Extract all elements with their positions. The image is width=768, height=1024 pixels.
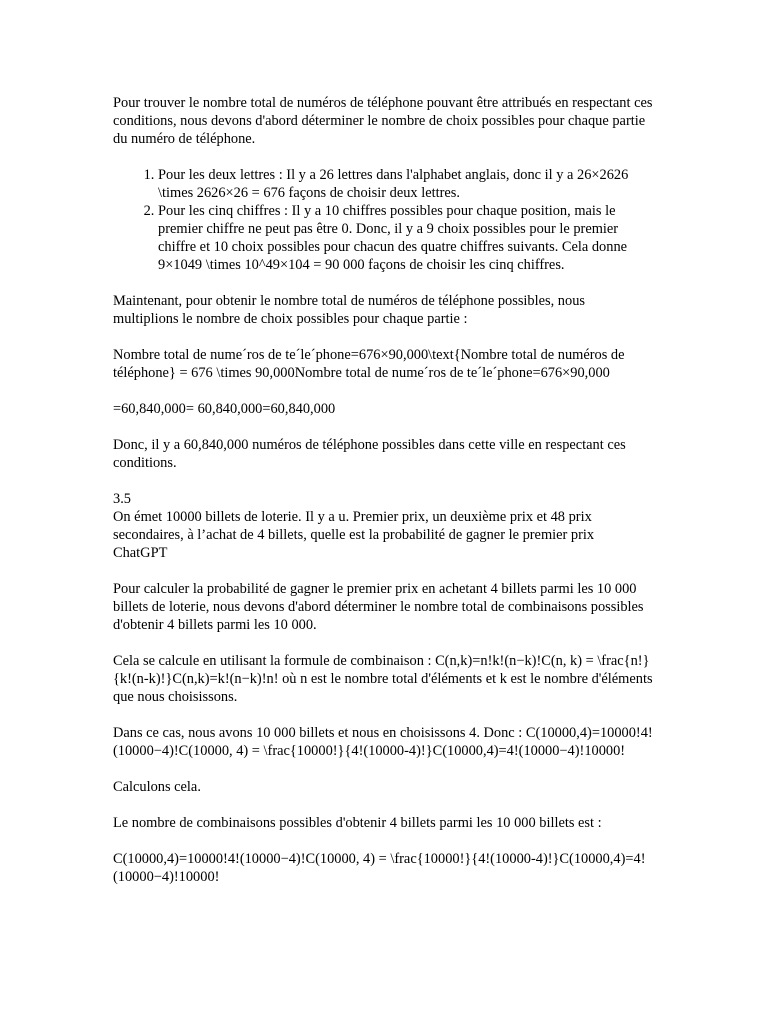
chatgpt-label: ChatGPT xyxy=(113,545,168,561)
list-item: 1. Pour les deux lettres : Il y a 26 lettres dans l'alphabet anglais, donc il y a 26×2626 \times 2626×26 = 676 façons de choisir deux lettres. xyxy=(158,166,653,202)
choices-list xyxy=(113,166,653,274)
calculation-paragraph: Pour calculer la probabilité de gagner le premier prix en achetant 4 billets parmi les 10 000 billets de loterie, nous devons d'abord déterminer le nombre total de combinaisons possibles d'obtenir 4 billets parmi les 10 000. xyxy=(113,581,644,633)
list-item: 2. Pour les cinq chiffres : Il y a 10 chiffres possibles pour chaque position, mais le premier chiffre ne peut pas être 0. Donc, il y a 9 choix possibles pour le premier chiffre et 10 choix possibles pour chacun des quatre chiffres suivants. Cela donne 9×1049 \times 10^49×104 = 90 000 façons de choisir les cinq chiffres. xyxy=(158,202,653,274)
conclusion-paragraph: Donc, il y a 60,840,000 numéros de téléphone possibles dans cette ville en respectant ces conditions. xyxy=(113,437,626,471)
maintenant-paragraph: Maintenant, pour obtenir le nombre total de numéros de téléphone possibles, nous multiplions le nombre de choix possibles pour chaque partie : xyxy=(113,293,585,327)
section-number: 3.5 xyxy=(113,491,131,507)
case-paragraph: Dans ce cas, nous avons 10 000 billets et nous en choisissons 4. Donc : C(10000,4)=10000!4!(10000−4)!C(10000, 4) = \frac{10000!}{4!(10000-4)!}C(10000,4)=4!(10000−4)!10000! xyxy=(113,725,653,759)
final-formula-paragraph: C(10000,4)=10000!4!(10000−4)!C(10000, 4) = \frac{10000!}{4!(10000-4)!}C(10000,4)=4!(10000−4)!10000! xyxy=(113,851,646,885)
document-page xyxy=(113,94,653,904)
formula-paragraph: Nombre total de nume´ros de te´le´phone=676×90,000\text{Nombre total de numéros de téléphone} = 676 \times 90,000Nombre total de nume´ros de te´le´phone=676×90,000 xyxy=(113,347,625,381)
question-paragraph: On émet 10000 billets de loterie. Il y a u. Premier prix, un deuxième prix et 48 prix secondaires, à l’achat de 4 billets, quelle est la probabilité de gagner le premier prix xyxy=(113,509,595,543)
combinations-count-paragraph: Le nombre de combinaisons possibles d'obtenir 4 billets parmi les 10 000 billets est : xyxy=(113,815,602,831)
result-paragraph: =60,840,000= 60,840,000=60,840,000 xyxy=(113,401,336,417)
combination-formula-paragraph: Cela se calcule en utilisant la formule de combinaison : C(n,k)=n!k!(n−k)!C(n, k) = \frac{n!}{k!(n-k)!}C(n,k)=k!(n−k)!n! où n est le nombre total d'éléments et k est le nombre d'éléments que nous choisissons. xyxy=(113,653,653,705)
intro-paragraph: Pour trouver le nombre total de numéros de téléphone pouvant être attribués en respectant ces conditions, nous devons d'abord déterminer le nombre de choix possibles pour chaque partie du numéro de téléphone. xyxy=(113,95,653,147)
calculons-paragraph: Calculons cela. xyxy=(113,779,201,795)
